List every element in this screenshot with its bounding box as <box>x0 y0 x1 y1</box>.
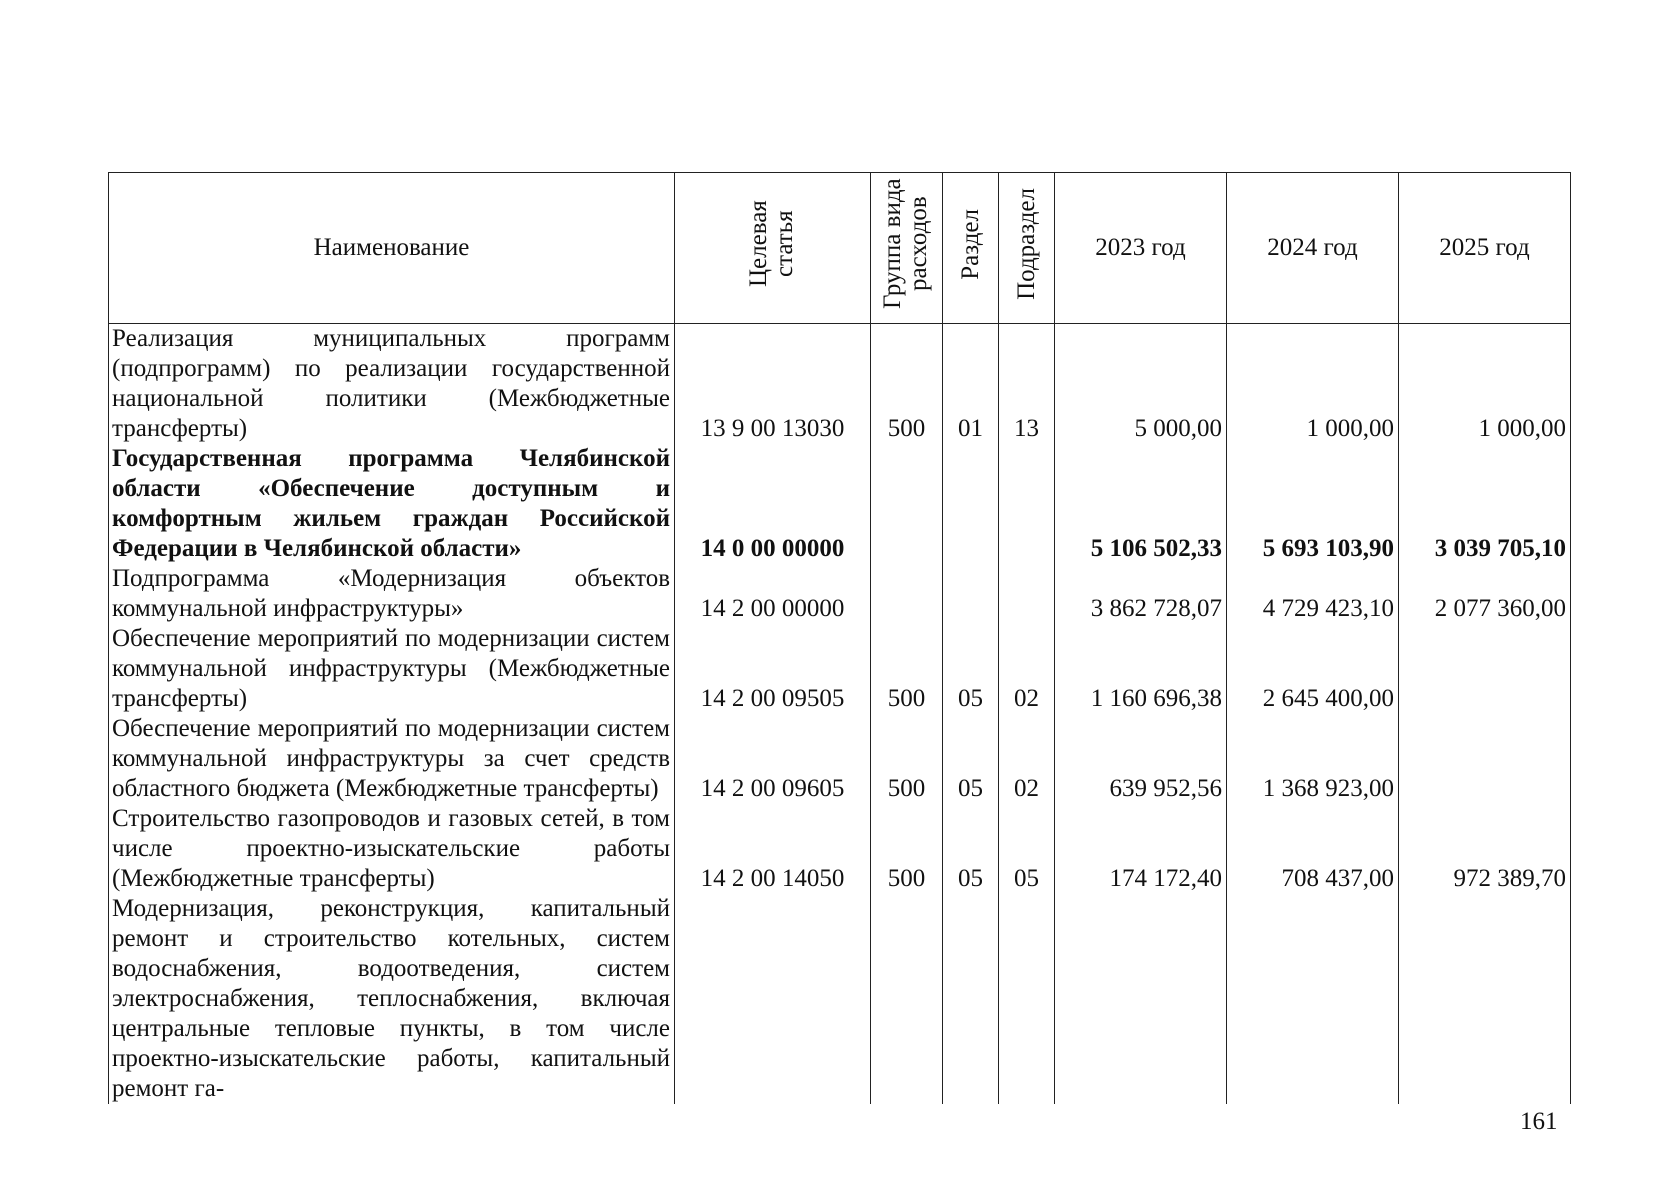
table-row <box>109 564 1571 624</box>
row-group: 500 <box>871 624 943 714</box>
row-2025: 1 000,00 <box>1399 324 1571 445</box>
row-2024: 4 729 423,10 <box>1227 564 1399 624</box>
row-section <box>943 564 999 624</box>
header-2023: 2023 год <box>1055 173 1227 324</box>
row-name: Реализация муниципальных программ (подпрограмм) по реализации государственной национальной политики (Межбюджетные трансферты) <box>109 324 675 445</box>
header-section: Раздел <box>956 208 984 280</box>
row-subsection <box>999 564 1055 624</box>
row-2023: 639 952,56 <box>1055 714 1227 804</box>
table-row <box>109 714 1571 804</box>
row-group: 500 <box>871 804 943 894</box>
header-expense-group: Группа вида расходов <box>878 178 932 310</box>
budget-table <box>108 172 1571 1104</box>
row-article: 14 2 00 09605 <box>675 714 871 804</box>
row-2024: 1 000,00 <box>1227 324 1399 445</box>
row-subsection: 13 <box>999 324 1055 445</box>
header-2025: 2025 год <box>1399 173 1571 324</box>
table-row <box>109 324 1571 445</box>
row-article <box>675 894 871 1104</box>
header-2024: 2024 год <box>1227 173 1399 324</box>
row-section: 01 <box>943 324 999 445</box>
row-name: Государственная программа Челябинской области «Обеспечение доступным и комфортным жильем граждан Российской Федерации в Челябинской области» <box>109 444 675 564</box>
row-group: 500 <box>871 324 943 445</box>
header-name: Наименование <box>109 173 675 324</box>
row-section <box>943 894 999 1104</box>
row-name: Подпрограмма «Модернизация объектов коммунальной инфраструктуры» <box>109 564 675 624</box>
row-subsection: 02 <box>999 624 1055 714</box>
row-name: Строительство газопроводов и газовых сетей, в том числе проектно-изыскательские работы (Межбюджетные трансферты) <box>109 804 675 894</box>
row-article: 13 9 00 13030 <box>675 324 871 445</box>
row-2023: 5 000,00 <box>1055 324 1227 445</box>
row-2023: 1 160 696,38 <box>1055 624 1227 714</box>
row-2023: 174 172,40 <box>1055 804 1227 894</box>
row-group <box>871 894 943 1104</box>
table-row <box>109 804 1571 894</box>
row-section: 05 <box>943 714 999 804</box>
row-2024: 2 645 400,00 <box>1227 624 1399 714</box>
page-number: 161 <box>1520 1108 1558 1135</box>
row-2025 <box>1399 894 1571 1104</box>
row-section <box>943 444 999 564</box>
row-2025: 972 389,70 <box>1399 804 1571 894</box>
table-row <box>109 624 1571 714</box>
row-name: Обеспечение мероприятий по модернизации систем коммунальной инфраструктуры (Межбюджетные трансферты) <box>109 624 675 714</box>
header-target-article: Целевая статья <box>744 200 798 288</box>
row-2025 <box>1399 624 1571 714</box>
header-subsection: Подраздел <box>1012 188 1040 300</box>
row-2025 <box>1399 714 1571 804</box>
row-subsection <box>999 444 1055 564</box>
row-subsection <box>999 894 1055 1104</box>
row-2025: 3 039 705,10 <box>1399 444 1571 564</box>
row-2023: 3 862 728,07 <box>1055 564 1227 624</box>
row-2023 <box>1055 894 1227 1104</box>
row-subsection: 02 <box>999 714 1055 804</box>
row-group <box>871 444 943 564</box>
row-2023: 5 106 502,33 <box>1055 444 1227 564</box>
table-row <box>109 894 1571 1104</box>
row-2024: 5 693 103,90 <box>1227 444 1399 564</box>
row-article: 14 2 00 14050 <box>675 804 871 894</box>
row-2024: 708 437,00 <box>1227 804 1399 894</box>
row-article: 14 2 00 00000 <box>675 564 871 624</box>
row-name: Обеспечение мероприятий по модернизации систем коммунальной инфраструктуры за счет средств областного бюджета (Межбюджетные трансферты) <box>109 714 675 804</box>
header-row <box>109 173 1571 324</box>
row-name: Модернизация, реконструкция, капитальный ремонт и строительство котельных, систем водоснабжения, водоотведения, систем электроснабжения, теплоснабжения, включая центральные тепловые пункты, в том числе проектно-изыскательские работы, капитальный ремонт га- <box>109 894 675 1104</box>
row-section: 05 <box>943 804 999 894</box>
row-2024: 1 368 923,00 <box>1227 714 1399 804</box>
row-section: 05 <box>943 624 999 714</box>
row-group: 500 <box>871 714 943 804</box>
row-2024 <box>1227 894 1399 1104</box>
row-subsection: 05 <box>999 804 1055 894</box>
row-group <box>871 564 943 624</box>
row-article: 14 0 00 00000 <box>675 444 871 564</box>
row-2025: 2 077 360,00 <box>1399 564 1571 624</box>
table-row <box>109 444 1571 564</box>
row-article: 14 2 00 09505 <box>675 624 871 714</box>
